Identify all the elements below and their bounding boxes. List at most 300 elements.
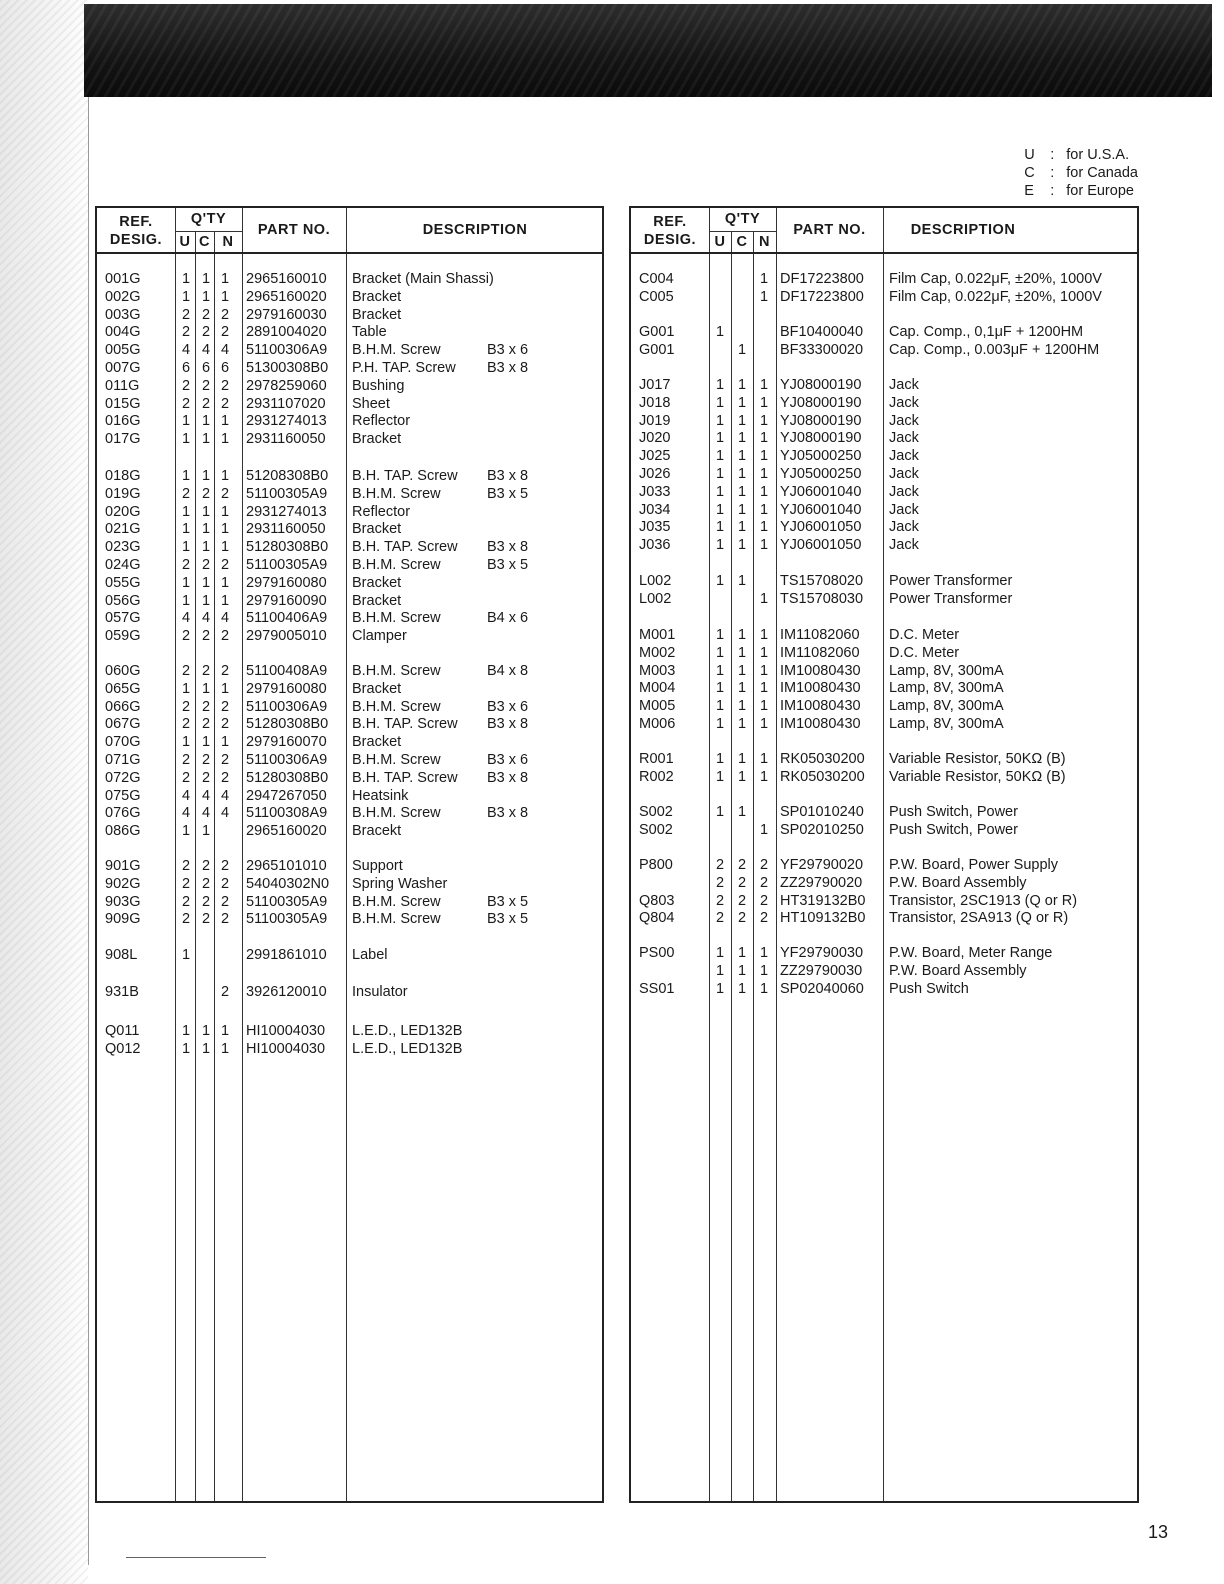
qty-c: 1 (201, 288, 211, 305)
screw-size: B3 x 6 (487, 752, 529, 768)
part-no: BF10400040 (780, 324, 864, 340)
screw-size: B3 x 5 (487, 893, 529, 910)
qty-n: 2 (220, 698, 230, 715)
qty-c: 1 (201, 592, 211, 609)
legend-code: C (1024, 165, 1035, 181)
part-no: 2931160050 (246, 521, 326, 538)
part-no: 2979160080 (246, 680, 327, 697)
table-row (97, 875, 602, 893)
header-ref-line2: DESIG. (643, 232, 697, 248)
description: B.H. TAP. Screw (352, 468, 458, 484)
screw-size: B3 x 8 (487, 716, 529, 733)
qty-u: 2 (181, 858, 191, 874)
qty-c: 2 (201, 306, 211, 323)
table-row (631, 962, 1137, 980)
qty-c: 1 (201, 468, 211, 484)
qty-u: 1 (181, 521, 191, 538)
qty-c: 2 (737, 874, 747, 891)
legend-row-usa (1024, 146, 1138, 164)
page-margin-rule (88, 95, 89, 1565)
qty-c: 2 (201, 893, 211, 910)
table-row (631, 750, 1137, 768)
table-row (631, 874, 1137, 892)
table-row (631, 412, 1137, 430)
qty-n: 1 (759, 412, 769, 429)
table-row (97, 1040, 602, 1058)
part-no: 2991861010 (246, 947, 327, 963)
ref-desig: M003 (639, 662, 676, 679)
part-no: IM10080430 (780, 680, 861, 697)
part-no: RK05030200 (780, 751, 865, 767)
part-no: TS15708030 (780, 590, 864, 607)
qty-n: 2 (220, 628, 230, 645)
description: Variable Resistor, 50KΩ (B) (889, 751, 1066, 767)
qty-n: 1 (759, 716, 769, 732)
part-no: IM10080430 (780, 662, 861, 679)
description: B.H.M. Screw (352, 698, 441, 715)
description: Lamp, 8V, 300mA (889, 716, 1004, 732)
ref-desig: P800 (639, 857, 673, 873)
screw-size: B3 x 6 (487, 698, 529, 715)
part-no: RK05030200 (780, 768, 865, 785)
legend-colon: : (1050, 183, 1055, 199)
qty-c: 1 (737, 768, 747, 785)
screw-size: B4 x 6 (487, 610, 529, 627)
qty-n: 4 (220, 805, 230, 822)
ref-desig: 019G (105, 485, 141, 502)
description: Bracket (352, 431, 402, 448)
qty-u: 2 (181, 485, 191, 502)
qty-u: 1 (181, 947, 191, 963)
qty-c: 2 (201, 911, 211, 928)
ref-desig: 024G (105, 557, 141, 573)
ref-desig: 075G (105, 787, 141, 804)
table-row (631, 429, 1137, 447)
part-no: 2931160050 (246, 431, 326, 448)
part-no: 51300308B0 (246, 360, 329, 376)
ref-desig: J036 (639, 537, 671, 554)
legend-code: U (1024, 147, 1035, 163)
qty-c: 1 (201, 574, 211, 591)
description: Bracket (352, 306, 402, 323)
part-no: YJ08000190 (780, 412, 862, 429)
ref-desig: 056G (105, 592, 141, 609)
qty-c: 1 (737, 501, 747, 518)
table-row (97, 715, 602, 733)
qty-n: 1 (759, 945, 769, 961)
qty-c: 1 (201, 521, 211, 538)
qty-u: 1 (715, 980, 725, 997)
description: D.C. Meter (889, 644, 960, 661)
header-ref-line1: REF. (653, 214, 687, 230)
part-no: 2965160020 (246, 823, 327, 840)
qty-u: 2 (181, 716, 191, 733)
part-no: 2931274013 (246, 413, 327, 430)
qty-n: 2 (220, 324, 230, 341)
table-row (97, 520, 602, 538)
table-row (97, 769, 602, 787)
qty-c: 1 (737, 945, 747, 961)
qty-c: 4 (201, 805, 211, 822)
ref-desig: 055G (105, 574, 141, 591)
table-row (97, 893, 602, 911)
qty-n: 2 (220, 716, 230, 733)
screw-size: B3 x 8 (487, 468, 529, 484)
header-rule (97, 252, 602, 254)
qty-c: 1 (201, 539, 211, 556)
description: B.H. TAP. Screw (352, 716, 458, 733)
qty-c: 1 (201, 680, 211, 697)
description: P.W. Board Assembly (889, 962, 1027, 979)
part-no: 2978259060 (246, 377, 327, 394)
ref-desig: L002 (639, 590, 672, 607)
table-row (97, 787, 602, 805)
description: B.H.M. Screw (352, 485, 441, 502)
qty-c: 1 (737, 751, 747, 767)
qty-u: 1 (181, 1040, 191, 1057)
part-no: SP02010250 (780, 821, 864, 838)
table-row (97, 698, 602, 716)
description: B.H.M. Screw (352, 893, 441, 910)
ref-desig: 004G (105, 324, 141, 341)
qty-u: 1 (715, 324, 725, 340)
description: B.H.M. Screw (352, 663, 441, 679)
table-row (631, 447, 1137, 465)
description: Jack (889, 377, 919, 393)
ref-desig: 015G (105, 395, 141, 412)
qty-u: 1 (181, 288, 191, 305)
description: Bracket (352, 734, 402, 751)
table-row (97, 377, 602, 395)
header-part-no: PART NO. (257, 222, 331, 238)
header-c: C (199, 234, 210, 250)
ref-desig: 901G (105, 858, 141, 874)
part-no: 51280308B0 (246, 769, 329, 786)
table-row (97, 680, 602, 698)
qty-n: 2 (220, 663, 230, 679)
ref-desig: J025 (639, 448, 671, 465)
qty-n: 1 (759, 519, 769, 536)
parts-table-right (629, 206, 1139, 1503)
screw-size: B3 x 8 (487, 805, 529, 822)
description: Cap. Comp., 0,1μF + 1200HM (889, 324, 1084, 340)
qty-n: 1 (220, 734, 230, 751)
qty-u: 2 (181, 628, 191, 645)
ref-desig: 908L (105, 947, 138, 963)
table-row (97, 857, 602, 875)
qty-u: 1 (715, 377, 725, 393)
table-row (631, 768, 1137, 786)
table-row (631, 909, 1137, 927)
qty-n: 1 (759, 680, 769, 697)
description: Jack (889, 448, 919, 465)
ref-desig: 016G (105, 413, 141, 430)
header-description: DESCRIPTION (422, 222, 528, 238)
table-row (631, 323, 1137, 341)
qty-n: 1 (759, 501, 769, 518)
qty-n: 1 (759, 466, 769, 482)
qty-u: 2 (181, 752, 191, 768)
ref-desig: 020G (105, 503, 141, 520)
screw-size: B3 x 6 (487, 342, 529, 359)
table-row (97, 627, 602, 645)
qty-u: 1 (715, 483, 725, 500)
table-row (97, 733, 602, 751)
description: Film Cap, 0.022μF, ±20%, 1000V (889, 271, 1102, 287)
description: B.H.M. Screw (352, 610, 441, 627)
ref-desig: R002 (639, 768, 674, 785)
table-row (97, 662, 602, 680)
qty-n: 1 (759, 962, 769, 979)
qty-c: 1 (737, 627, 747, 643)
ref-desig: J033 (639, 483, 671, 500)
part-no: HI10004030 (246, 1040, 326, 1057)
description: Clamper (352, 628, 407, 645)
qty-c: 2 (201, 557, 211, 573)
description: Transistor, 2SA913 (Q or R) (889, 910, 1069, 927)
qty-c: 1 (737, 644, 747, 661)
legend-text: for Canada (1066, 165, 1138, 181)
ref-desig: C004 (639, 271, 674, 287)
qty-u: 2 (715, 857, 725, 873)
qty-u: 1 (715, 430, 725, 447)
part-no: 51280308B0 (246, 539, 329, 556)
table-row (631, 679, 1137, 697)
ref-desig: M002 (639, 644, 676, 661)
qty-n: 1 (759, 271, 769, 287)
description: Power Transformer (889, 590, 1013, 607)
ref-desig: 065G (105, 680, 141, 697)
description: Sheet (352, 395, 390, 412)
qty-n: 2 (759, 892, 769, 909)
header-u: U (714, 234, 726, 250)
qty-c: 1 (201, 1040, 211, 1057)
qty-u: 6 (181, 360, 191, 376)
qty-c: 1 (737, 483, 747, 500)
part-no: 2965160020 (246, 288, 327, 305)
ref-desig: 007G (105, 360, 141, 376)
qty-n: 1 (220, 413, 230, 430)
table-row (97, 983, 602, 1001)
part-no: IM10080430 (780, 716, 861, 732)
part-no: TS15708020 (780, 573, 864, 589)
qty-c: 2 (201, 769, 211, 786)
description: Jack (889, 466, 919, 482)
part-no: 51100305A9 (246, 485, 328, 502)
ref-desig: 021G (105, 521, 141, 538)
ref-desig: G001 (639, 324, 675, 340)
description: Bracekt (352, 823, 402, 840)
qty-n: 1 (220, 271, 230, 287)
qty-c: 1 (737, 573, 747, 589)
legend-row-europe (1024, 182, 1138, 200)
part-no: SP02040060 (780, 980, 864, 997)
qty-u: 2 (181, 395, 191, 412)
legend-text: for Europe (1066, 183, 1134, 199)
qty-c: 2 (201, 395, 211, 412)
description: Jack (889, 501, 919, 518)
qty-u: 1 (181, 431, 191, 448)
qty-u: 1 (715, 412, 725, 429)
description: B.H.M. Screw (352, 752, 441, 768)
qty-u: 1 (181, 823, 191, 840)
part-no: YJ06001040 (780, 483, 862, 500)
part-no: YJ08000190 (780, 394, 862, 411)
ref-desig: M005 (639, 698, 676, 715)
qty-n: 1 (759, 698, 769, 715)
part-no: SP01010240 (780, 804, 864, 820)
description: Push Switch, Power (889, 804, 1018, 820)
parts-table-left (95, 206, 604, 1503)
part-no: 54040302N0 (246, 875, 330, 892)
description: Reflector (352, 413, 411, 430)
table-row (97, 341, 602, 359)
qty-n: 1 (759, 751, 769, 767)
qty-c: 1 (737, 341, 747, 358)
qty-n: 2 (220, 395, 230, 412)
qty-u: 1 (715, 662, 725, 679)
description: Bushing (352, 377, 405, 394)
description: Jack (889, 519, 919, 536)
qty-u: 2 (181, 557, 191, 573)
description: P.W. Board, Meter Range (889, 945, 1053, 961)
description: Jack (889, 483, 919, 500)
qty-c: 2 (201, 858, 211, 874)
qty-u: 1 (715, 537, 725, 554)
qty-n: 1 (220, 539, 230, 556)
qty-n: 1 (220, 288, 230, 305)
screw-size: B3 x 5 (487, 485, 529, 502)
description: B.H.M. Screw (352, 911, 441, 928)
qty-u: 1 (715, 716, 725, 732)
qty-c: 4 (201, 342, 211, 359)
table-row (631, 518, 1137, 536)
part-no: ZZ29790030 (780, 962, 863, 979)
description: B.H.M. Screw (352, 342, 441, 359)
qty-n: 1 (759, 537, 769, 554)
part-no: 3926120010 (246, 984, 327, 1000)
table-row (631, 944, 1137, 962)
description: Insulator (352, 984, 408, 1000)
qty-c: 2 (201, 485, 211, 502)
qty-subheader-rule (709, 231, 776, 232)
ref-desig: 002G (105, 288, 141, 305)
description: Jack (889, 537, 919, 554)
part-no: YF29790020 (780, 857, 864, 873)
table-row (97, 910, 602, 928)
table-row (97, 538, 602, 556)
qty-n: 1 (220, 1023, 230, 1039)
qty-n: 1 (759, 768, 769, 785)
description: Table (352, 324, 387, 341)
screw-size: B3 x 8 (487, 769, 529, 786)
description: P.H. TAP. Screw (352, 360, 456, 376)
description: Bracket (352, 521, 402, 538)
table-row (631, 821, 1137, 839)
table-row (97, 609, 602, 627)
part-no: 2979160080 (246, 574, 327, 591)
description: Bracket (Main Shassi) (352, 271, 494, 287)
ref-desig: J035 (639, 519, 671, 536)
qty-n: 2 (220, 377, 230, 394)
ref-desig: 071G (105, 752, 141, 768)
description: L.E.D., LED132B (352, 1023, 463, 1039)
description: B.H. TAP. Screw (352, 539, 458, 556)
header-qty: Q'TY (724, 211, 761, 227)
table-row (97, 359, 602, 377)
description: Lamp, 8V, 300mA (889, 698, 1004, 715)
part-no: 2965160010 (246, 271, 327, 287)
qty-c: 1 (201, 431, 211, 448)
description: B.H.M. Screw (352, 557, 441, 573)
qty-n: 2 (220, 858, 230, 874)
ref-desig: Q803 (639, 892, 675, 909)
qty-c: 1 (737, 980, 747, 997)
table-row (631, 288, 1137, 306)
description: Reflector (352, 503, 411, 520)
description: Jack (889, 430, 919, 447)
qty-c: 1 (737, 430, 747, 447)
part-no: YJ08000190 (780, 377, 862, 393)
part-no: 51100305A9 (246, 893, 328, 910)
qty-n: 1 (220, 521, 230, 538)
qty-u: 1 (715, 394, 725, 411)
part-no: 51100305A9 (246, 911, 328, 928)
qty-n: 1 (759, 644, 769, 661)
qty-n: 1 (759, 662, 769, 679)
part-no: HI10004030 (246, 1023, 326, 1039)
table-row (97, 395, 602, 413)
qty-n: 1 (220, 680, 230, 697)
part-no: 51100306A9 (246, 698, 328, 715)
part-no: YJ05000250 (780, 466, 862, 482)
qty-u: 1 (715, 627, 725, 643)
qty-n: 2 (759, 857, 769, 873)
qty-c: 4 (201, 610, 211, 627)
part-no: YJ06001040 (780, 501, 862, 518)
qty-u: 1 (181, 503, 191, 520)
ref-desig: 018G (105, 468, 141, 484)
qty-c: 1 (737, 448, 747, 465)
ref-desig: M001 (639, 627, 676, 643)
table-row (97, 751, 602, 769)
qty-n: 6 (220, 360, 230, 376)
ref-desig: 059G (105, 628, 141, 645)
part-no: YJ05000250 (780, 448, 862, 465)
table-row (631, 341, 1137, 359)
header-n: N (759, 234, 770, 250)
qty-c: 1 (737, 804, 747, 820)
part-no: ZZ29790020 (780, 874, 863, 891)
table-row (97, 306, 602, 324)
qty-c: 2 (737, 892, 747, 909)
qty-c: 2 (201, 377, 211, 394)
part-no: 51100305A9 (246, 557, 328, 573)
qty-c: 1 (737, 412, 747, 429)
qty-c: 1 (737, 716, 747, 732)
qty-c: 1 (201, 503, 211, 520)
qty-c: 1 (201, 734, 211, 751)
ref-desig: Q012 (105, 1040, 141, 1057)
table-row (631, 483, 1137, 501)
table-row (631, 662, 1137, 680)
qty-c: 1 (737, 394, 747, 411)
qty-u: 1 (715, 501, 725, 518)
qty-u: 1 (715, 768, 725, 785)
qty-u: 2 (715, 892, 725, 909)
qty-n: 4 (220, 610, 230, 627)
table-row (97, 288, 602, 306)
